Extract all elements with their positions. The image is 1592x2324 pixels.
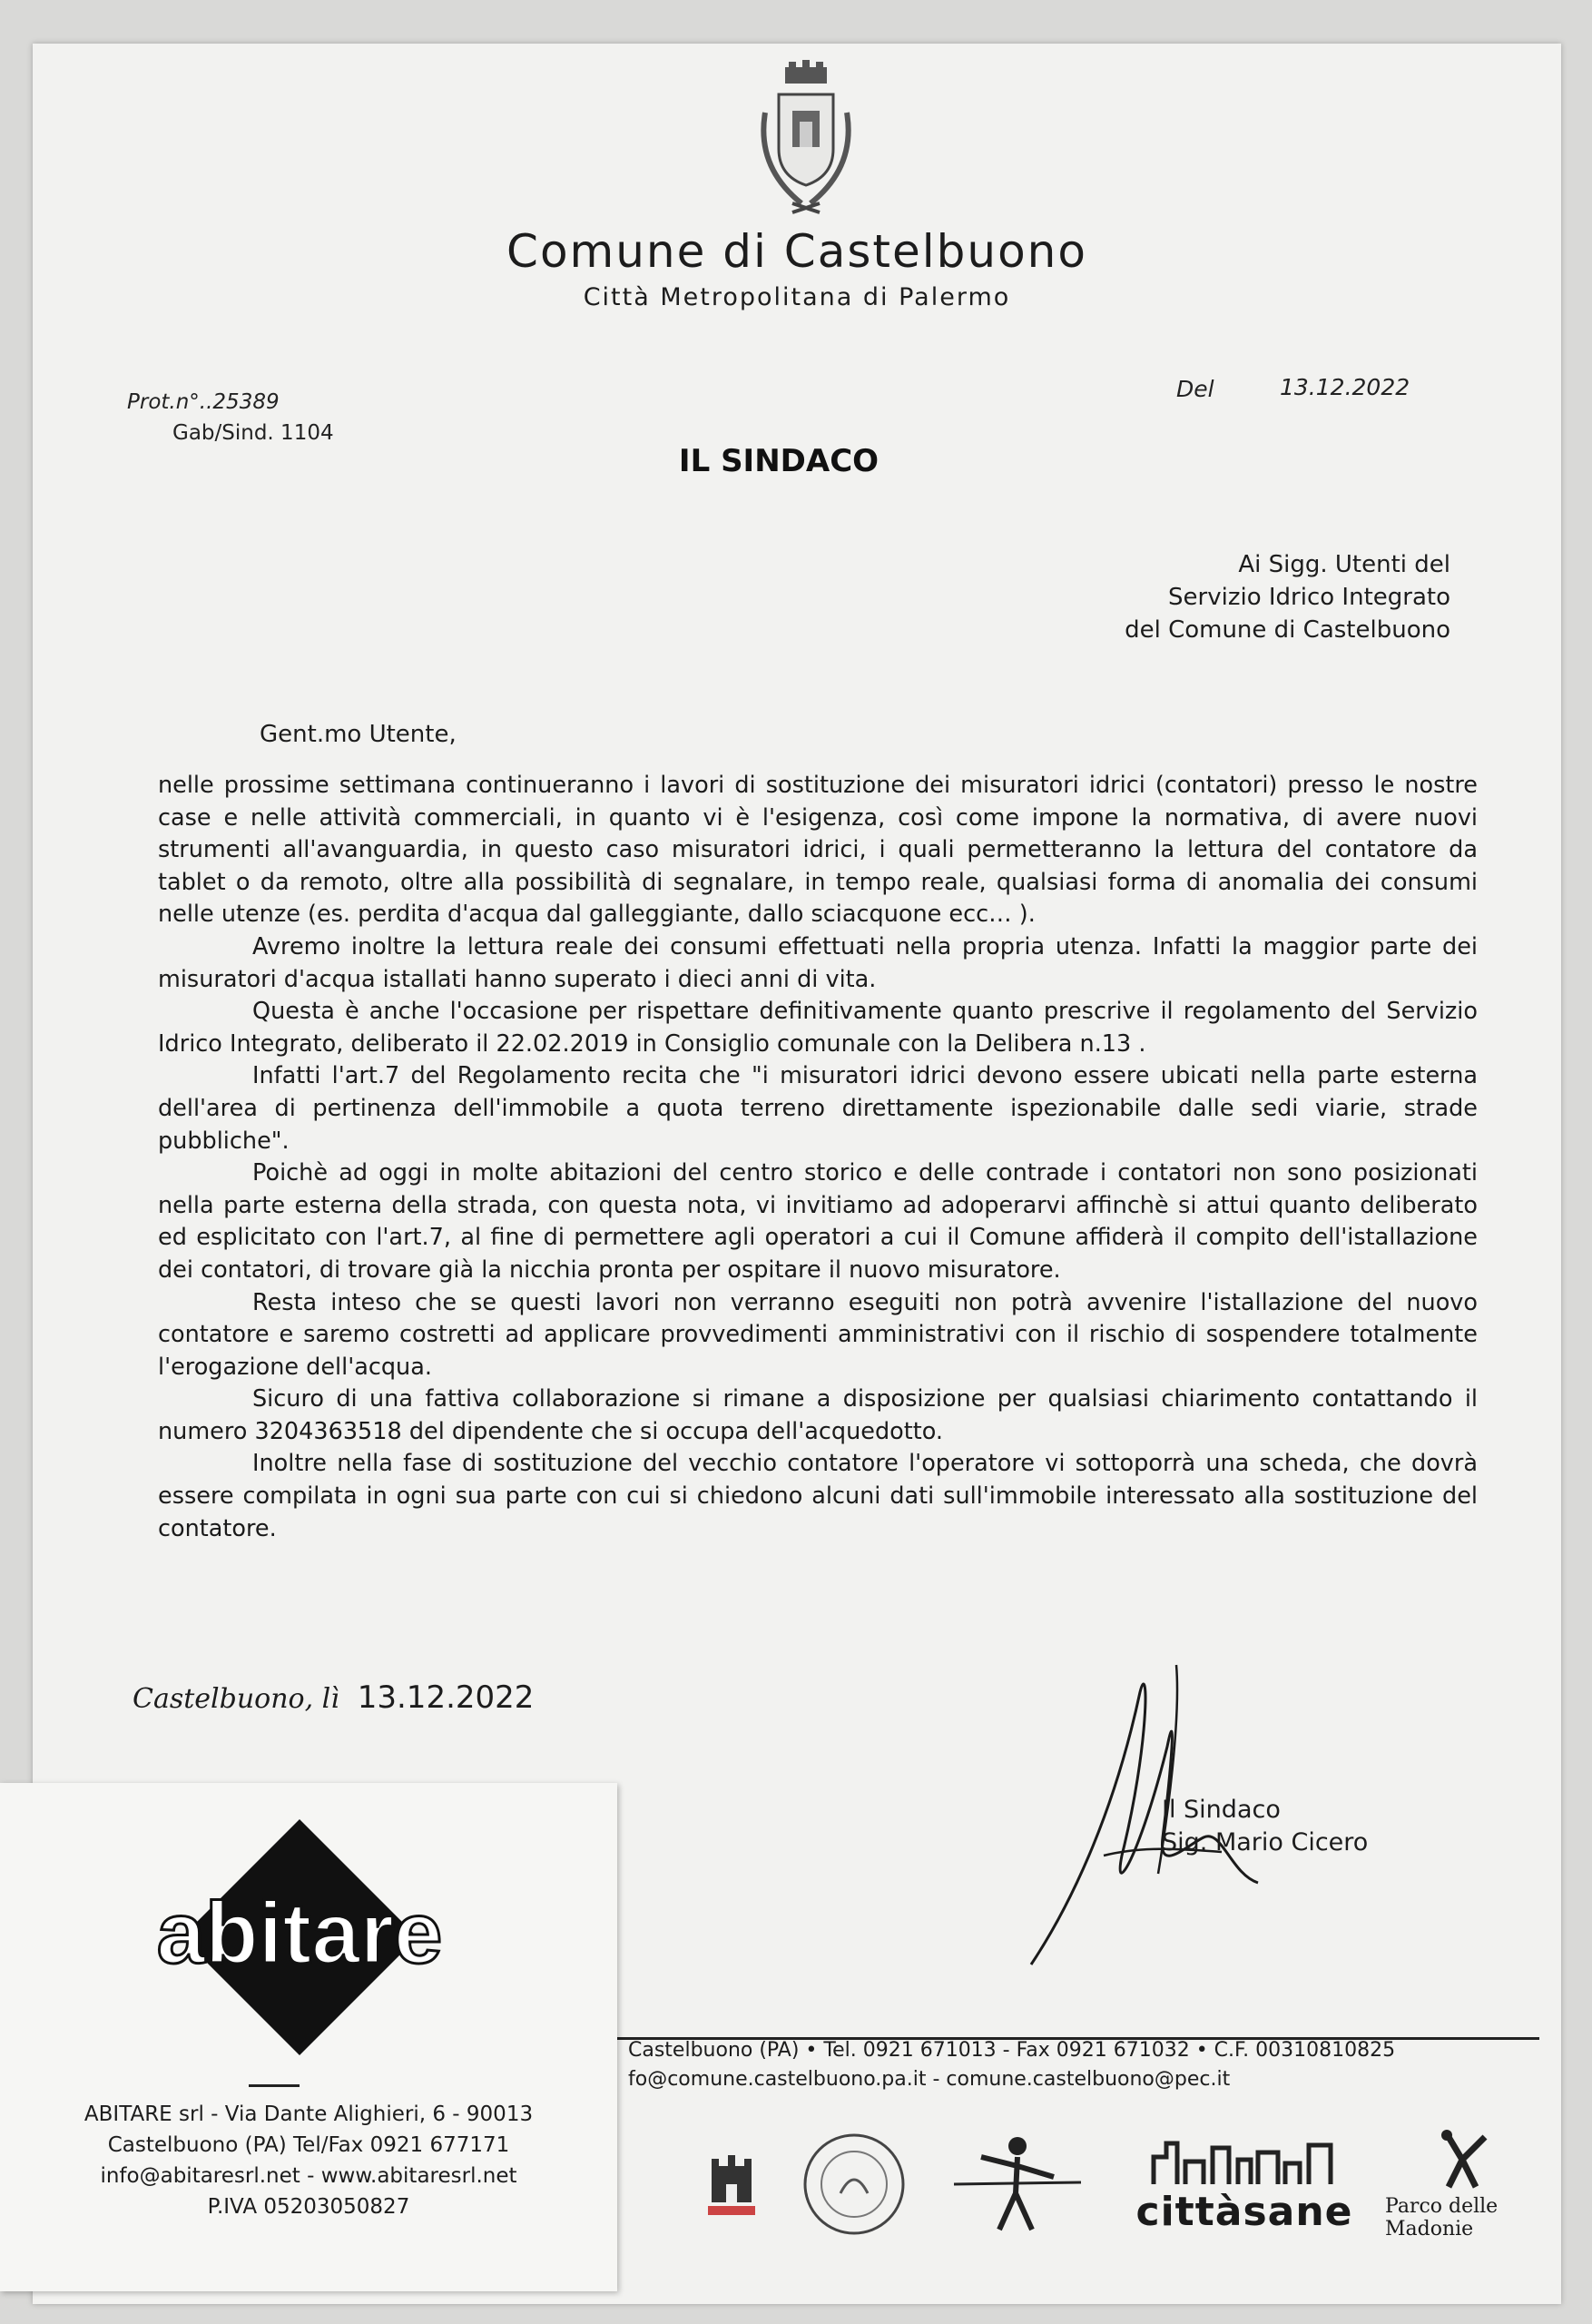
municipality-subtitle: Città Metropolitana di Palermo [583, 283, 1011, 311]
cittasane-wordmark: cittàsane [1135, 2188, 1353, 2235]
date-label: Del [1176, 376, 1214, 402]
recipient-line: Servizio Idrico Integrato [1168, 584, 1450, 611]
body-paragraph: Avremo inoltre la lettura reale dei consumi effettuati nella propria utenza. Infatti la maggior parte dei misuratori d'acqua istallati hanno superato i dieci anni di vita. [158, 932, 1478, 993]
card-details [0, 2099, 617, 2222]
closing-place: Castelbuono, lì [133, 1683, 339, 1715]
castle-icon [704, 2148, 759, 2221]
protocol-number: Prot.n°..25389 [127, 390, 280, 414]
madonie-wordmark: Parco delle Madonie [1385, 2195, 1499, 2240]
footer-contacts: Castelbuono (PA) • Tel. 0921 671013 - Fax 0921 671032 • C.F. 00310810825 [628, 2039, 1396, 2062]
municipality-title: Comune di Castelbuono [506, 225, 1087, 278]
business-card [0, 1783, 617, 2291]
letter-heading: IL SINDACO [678, 443, 880, 479]
borgo-autentico-logo [695, 2112, 768, 2257]
card-line: info@abitaresrl.net - www.abitaresrl.net [100, 2164, 517, 2188]
dancers-icon [1421, 2128, 1512, 2191]
footer-emails: fo@comune.castelbuono.pa.it - comune.castelbuono@pec.it [628, 2068, 1231, 2091]
body-paragraph: Resta inteso che se questi lavori non verranno eseguiti non potrà avvenire l'istallazione del nuovo contatore e saremo costretti ad applicare provvedimenti amministrativi con il rischio di sospendere totalmente l'erogazione dell'acqua. [158, 1288, 1478, 1381]
body-paragraph: Sicuro di una fattiva collaborazione si rimane a disposizione per qualsiasi chiarimento contattando il numero 3204363518 del dipendente che si occupa dell'acquedotto. [158, 1385, 1478, 1445]
date-value: 13.12.2022 [1280, 374, 1410, 400]
coat-of-arms-icon [747, 58, 865, 231]
gab-number: Gab/Sind. 1104 [172, 421, 334, 445]
recipients-block [1125, 548, 1450, 646]
round-seal-icon [800, 2130, 909, 2239]
card-divider [249, 2084, 300, 2087]
card-line: Castelbuono (PA) Tel/Fax 0921 677171 [107, 2133, 510, 2157]
body-paragraph: Poichè ad oggi in molte abitazioni del centro storico e delle contrade i contatori non sono posizionati nella parte esterna della strada, con questa nota, vi invitiamo ad adoperarvi affinchè si attui quanto deliberato ed esplicitato con l'art.7, al fine di permettere agli operatori a cui il Comune affiderà il compito dell'istallazione dei contatori, di trovare già la nicchia pronta per ospitare il nuovo misuratore. [158, 1159, 1478, 1284]
card-line: ABITARE srl - Via Dante Alighieri, 6 - 90013 [84, 2102, 534, 2126]
parco-madonie-logo [1385, 2112, 1548, 2257]
card-line: P.IVA 05203050827 [207, 2195, 410, 2219]
skyline-icon [1149, 2134, 1340, 2189]
place-date [133, 1679, 534, 1716]
body-paragraph: Questa è anche l'occasione per rispettare definitivamente quanto prescrive il regolamento del Servizio Idrico Integrato, deliberato il 22.02.2019 in Consiglio comunale con la Delibera n.13 . [158, 998, 1478, 1058]
body-paragraph: Inoltre nella fase di sostituzione del vecchio contatore l'operatore vi sottoporrà una scheda, che dovrà essere compilata in ogni sua parte con cui si chiedono alcuni dati sull'immobile interessato alla sostituzione del contatore. [158, 1450, 1478, 1542]
body-paragraph: nelle prossime settimana continueranno i lavori di sostituzione dei misuratori idrici (contatori) presso le nostre case e nelle attività commerciali, in quanto vi è l'esigenza, così come impone la normativa, di avere nuovi strumenti all'avanguardia, in questo caso misuratori idrici, i quali permetteranno la lettura del contatore da tablet o da remoto, oltre alla possibilità di segnalare, in tempo reale, qualsiasi forma di anomalia dei consumi nelle utenze (es. perdita d'acqua dal galleggiante, dallo sciacquone ecc… ). [158, 772, 1478, 929]
abitare-logo [118, 1819, 481, 2055]
abitare-wordmark: abitare [156, 1885, 443, 1982]
letter-body [158, 770, 1478, 1545]
closing-date: 13.12.2022 [357, 1679, 535, 1716]
seal-logo [795, 2112, 913, 2257]
greeting: Gent.mo Utente, [260, 721, 457, 748]
signature-name: Sig. Mario Cicero [1162, 1828, 1369, 1856]
recipient-line: del Comune di Castelbuono [1125, 616, 1450, 644]
local-agency-logo [940, 2112, 1095, 2257]
runner-icon [945, 2130, 1090, 2239]
footer-logos [668, 2112, 1558, 2257]
recipient-line: Ai Sigg. Utenti del [1238, 551, 1450, 578]
cittasane-logo [1135, 2112, 1353, 2257]
signature-title: Il Sindaco [1162, 1796, 1281, 1824]
body-paragraph: Infatti l'art.7 del Regolamento recita che "i misuratori idrici devono essere ubicati nella parte esterna dell'area di pertinenza dell'immobile a quota terreno direttamente ispezionabile dalle sedi viarie, strade pubbliche". [158, 1062, 1478, 1155]
